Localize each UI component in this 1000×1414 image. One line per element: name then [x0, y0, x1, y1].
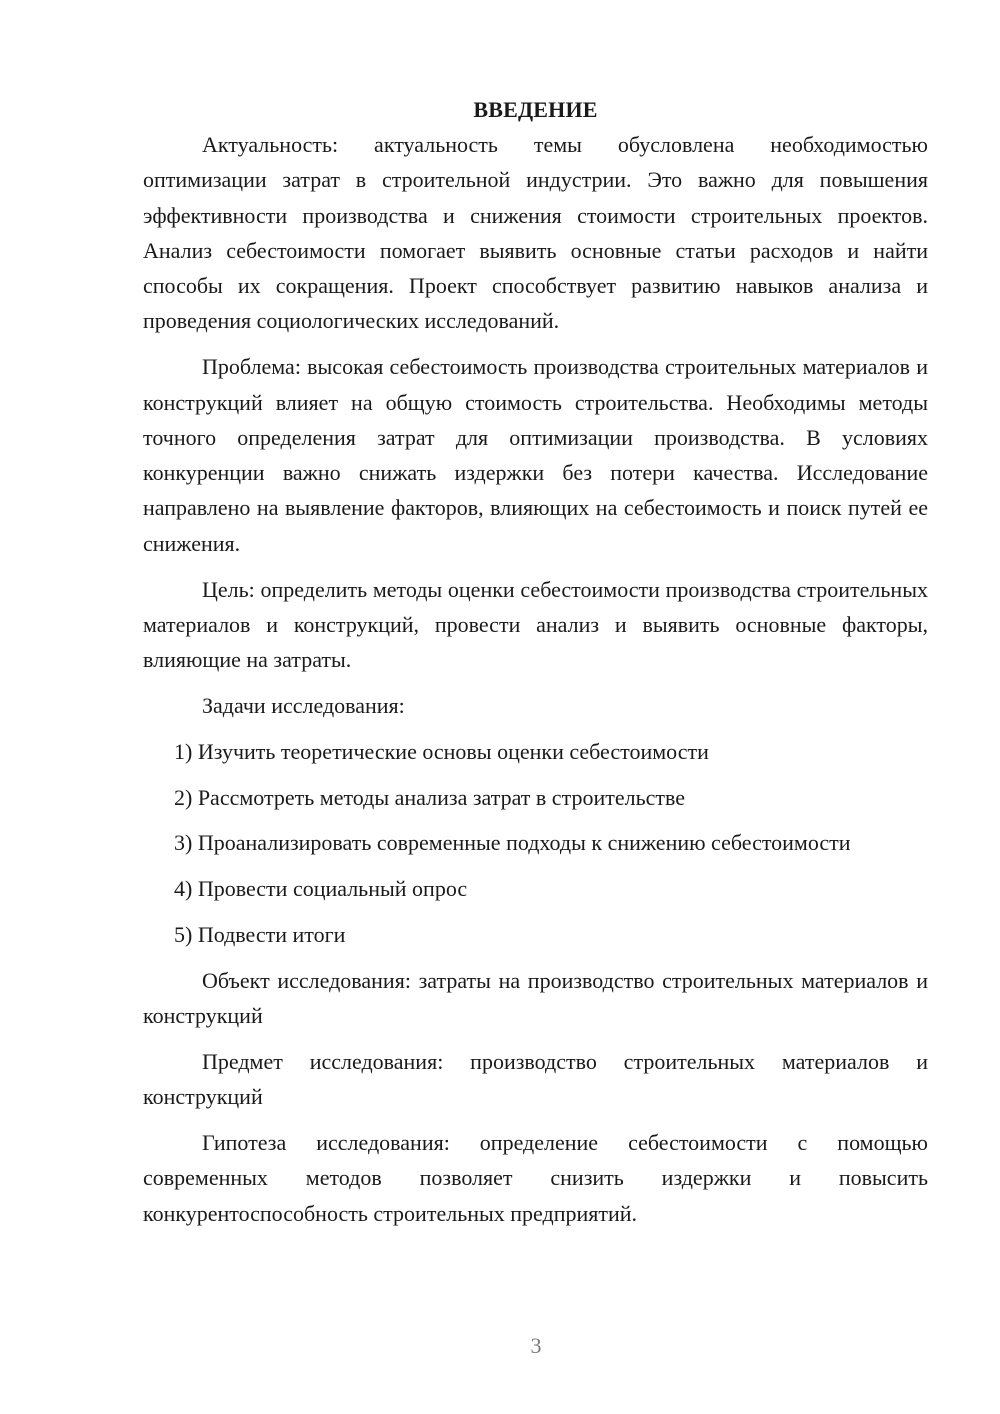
task-item-3: 3) Проанализировать современные подходы к снижению себестоимости — [174, 830, 851, 856]
page-number: 3 — [530, 1333, 542, 1358]
paragraph-goal: Цель: определить методы оценки себестоимости производства строительных материалов и конструкций, провести анализ и выявить основные факторы, влияющие на затраты. — [143, 576, 928, 673]
tasks-heading: Задачи исследования: — [202, 692, 405, 718]
page-title: ВВЕДЕНИЕ — [473, 97, 598, 122]
task-item-4: 4) Провести социальный опрос — [174, 876, 468, 902]
paragraph-subject: Предмет исследования: производство строительных материалов и конструкций — [143, 1048, 928, 1110]
task-item-5: 5) Подвести итоги — [174, 921, 346, 947]
paragraph-relevance: Актуальность: актуальность темы обусловлена необходимостью оптимизации затрат в строительной индустрии. Это важно для повышения эффективности производства и снижения стоимости строительных проектов. Анализ себестоимости помогает выявить основные статьи расходов и найти способы их сокращения. Проект способствует развитию навыков анализа и проведения социологических исследований. — [143, 132, 928, 334]
paragraph-hypothesis: Гипотеза исследования: определение себестоимости с помощью современных методов позволяет снизить издержки и повысить конкурентоспособность строительных предприятий. — [143, 1129, 928, 1226]
task-item-2: 2) Рассмотреть методы анализа затрат в строительстве — [174, 784, 686, 810]
task-item-1: 1) Изучить теоретические основы оценки себестоимости — [174, 738, 709, 764]
paragraph-object: Объект исследования: затраты на производство строительных материалов и конструкций — [143, 967, 928, 1029]
paragraph-problem: Проблема: высокая себестоимость производства строительных материалов и конструкций влияет на общую стоимость строительства. Необходимы методы точного определения затрат для оптимизации производства. В условиях конкуренции важно снижать издержки без потери качества. Исследование направлено на выявление факторов, влияющих на себестоимость и поиск путей ее снижения. — [143, 354, 928, 556]
document-page — [143, 92, 928, 1241]
